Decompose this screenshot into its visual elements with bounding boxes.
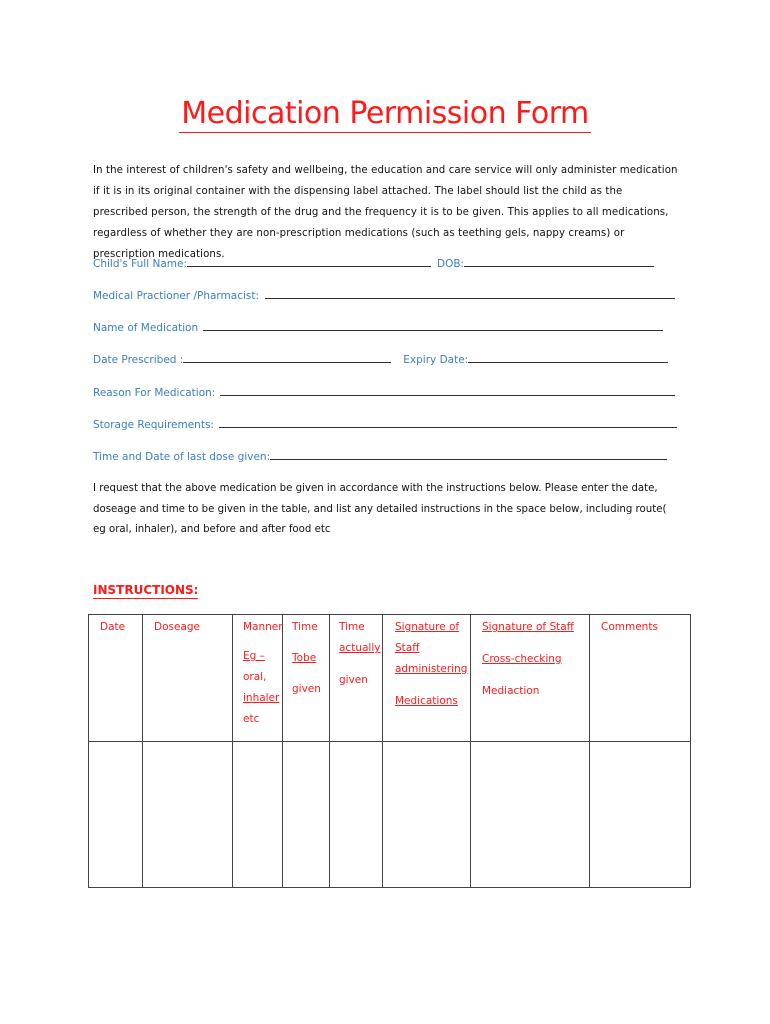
expiry-date-line[interactable]: [468, 362, 668, 363]
instructions-table: [88, 614, 691, 888]
col-sig-admin-3: administering: [395, 663, 468, 675]
col-doseage: [143, 615, 233, 742]
storage-label: Storage Requirements:: [93, 419, 214, 431]
col-manner-etc: etc: [243, 713, 260, 725]
col-manner-inhaler: inhaler: [243, 692, 280, 704]
col-sig-admin-2: Staff: [395, 642, 420, 654]
storage-field[interactable]: [93, 415, 677, 431]
col-time-tobe: Tobe: [292, 652, 317, 664]
col-manner: [233, 615, 283, 742]
request-paragraph: I request that the above medication be given in accordance with the instructions below. Please enter the date, doseage and time to be given in the table, and list any detailed instructions in the space below, including route( eg oral, inhaler), and before and after food etc: [93, 483, 667, 535]
col-manner-label: Manner: [243, 621, 283, 633]
col-sig-check-1: Signature of Staff: [482, 621, 574, 633]
entry-date-cell[interactable]: [89, 742, 143, 888]
reason-field[interactable]: [93, 383, 675, 399]
col-comments: [590, 615, 691, 742]
col-time-given: given: [292, 683, 321, 695]
child-name-label: Child's Full Name:: [93, 258, 187, 270]
last-dose-field[interactable]: [93, 447, 667, 463]
col-sig-admin-4: Medications: [395, 695, 458, 707]
col-doseage-label: Doseage: [154, 621, 200, 633]
reason-line[interactable]: [220, 395, 675, 396]
col-comments-label: Comments: [601, 621, 658, 633]
entry-time-actually-cell[interactable]: [330, 742, 383, 888]
col-sig-admin-1: Signature of: [395, 621, 460, 633]
col-time-label: Time: [292, 621, 318, 633]
col-time-actually: [330, 615, 383, 742]
col-date-label: Date: [100, 621, 126, 633]
entry-sig-check-cell[interactable]: [471, 742, 590, 888]
dob-line[interactable]: [464, 266, 654, 267]
storage-line[interactable]: [219, 427, 677, 428]
intro-paragraph: In the interest of children's safety and wellbeing, the education and care service will only administer medication if it is in its original container with the dispensing label attached. The label should list the child as the prescribed person, the strength of the drug and the frequency it is to be given. This applies to all medications, regardless of whether they are non-prescription medications (such as teething gels, nappy creams) or prescription medications.: [93, 165, 678, 260]
col-manner-eg: Eg –: [243, 650, 265, 662]
date-prescribed-label: Date Prescribed :: [93, 354, 184, 366]
practitioner-line[interactable]: [265, 298, 675, 299]
medication-name-label: Name of Medication: [93, 322, 199, 334]
instructions-heading: INSTRUCTIONS:: [93, 583, 199, 597]
practitioner-field[interactable]: [93, 286, 675, 302]
medication-name-line[interactable]: [203, 330, 663, 331]
entry-time-cell[interactable]: [283, 742, 330, 888]
col-time-actually-label-2: actually: [339, 642, 381, 654]
entry-comments-cell[interactable]: [590, 742, 691, 888]
col-time: [283, 615, 330, 742]
date-prescribed-field[interactable]: [93, 350, 668, 366]
dob-label: DOB:: [437, 258, 465, 270]
col-manner-oral: oral,: [243, 671, 267, 683]
col-sig-administering: [383, 615, 471, 742]
date-prescribed-line[interactable]: [183, 362, 391, 363]
col-sig-check-3: Mediaction: [482, 685, 540, 697]
col-date: [89, 615, 143, 742]
col-sig-crosscheck: [471, 615, 590, 742]
form-title: Medication Permission Form: [181, 96, 589, 131]
table-header-row: [89, 615, 691, 742]
col-sig-check-2: Cross-checking: [482, 653, 562, 665]
practitioner-label: Medical Practioner /Pharmacist:: [93, 290, 260, 302]
entry-manner-cell[interactable]: [233, 742, 283, 888]
entry-doseage-cell[interactable]: [143, 742, 233, 888]
col-time-actually-label: Time: [339, 621, 365, 633]
expiry-date-label: Expiry Date:: [403, 354, 469, 366]
last-dose-label: Time and Date of last dose given:: [93, 451, 271, 463]
child-name-field[interactable]: [93, 254, 654, 270]
reason-label: Reason For Medication:: [93, 387, 216, 399]
col-time-actually-label-3: given: [339, 674, 368, 686]
last-dose-line[interactable]: [270, 459, 667, 460]
table-row: [89, 742, 691, 888]
entry-sig-admin-cell[interactable]: [383, 742, 471, 888]
medication-name-field[interactable]: [93, 318, 663, 334]
child-name-line[interactable]: [187, 266, 431, 267]
